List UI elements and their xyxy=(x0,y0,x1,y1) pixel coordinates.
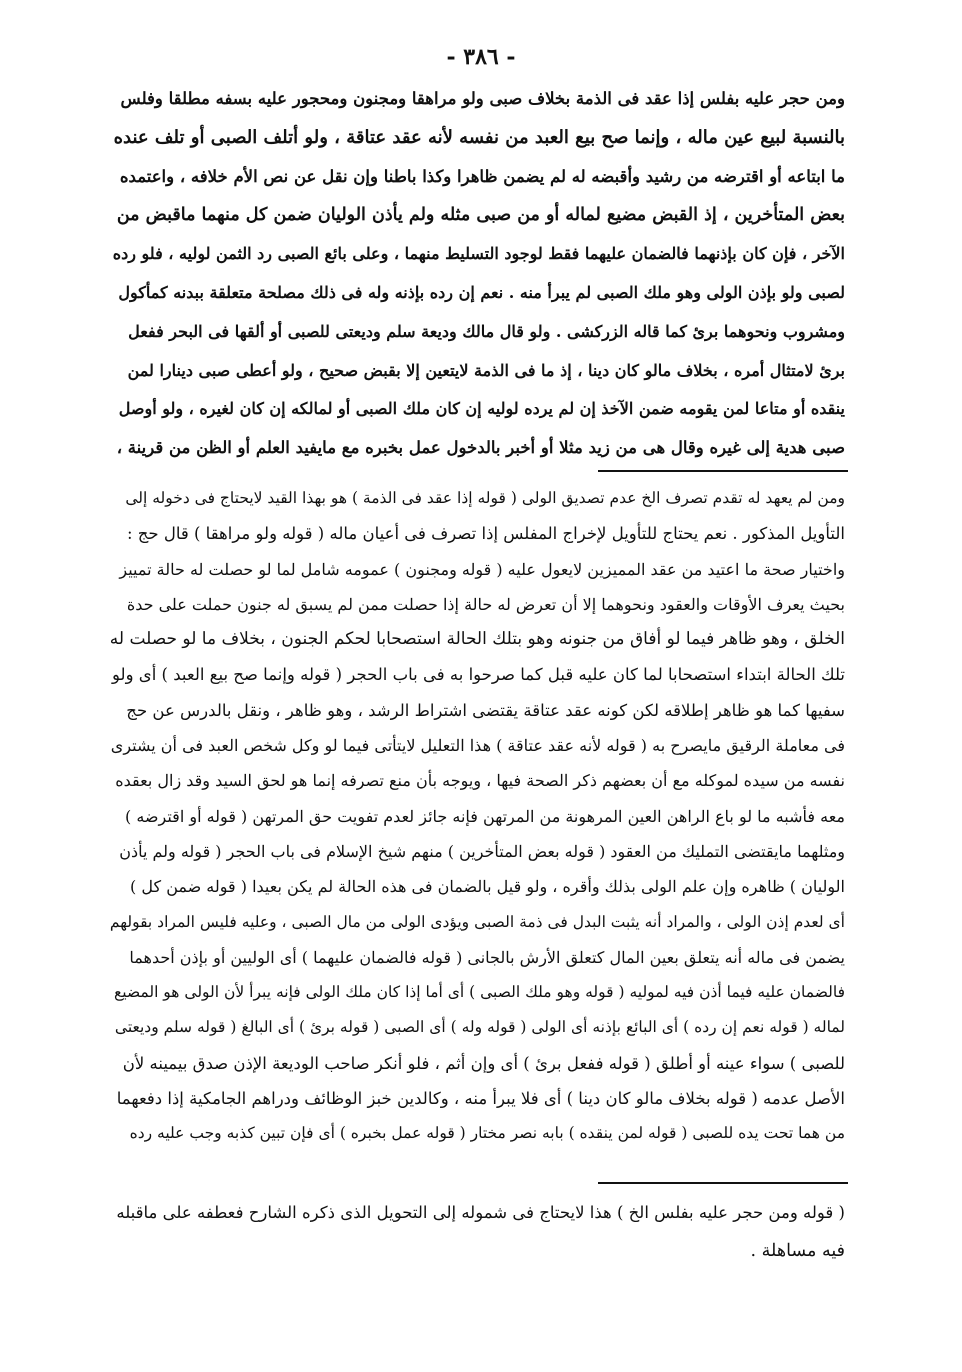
main-text-line: الآخر ، فإن كان بإذنهما فالضمان عليهما فقط لوجود التسليط منهما ، وعلى بائع الصبى رد الثمن لوليه ، فلو رده xyxy=(112,244,845,264)
note-line: واختيار صحة ما اعتيد من عقد المميزين لايعول عليه ( قوله ومجنون ) عمومه شامل لما لو حصلت له حالة تمييز xyxy=(119,559,845,579)
main-text-line: ينقده أو متاعا لمن يقومه ضمن الآخذ إن لم يرده لوليه إن كان ملك الصبى أو لمالكه إن كان لغيره ، ولو أوصل xyxy=(118,399,845,419)
note-line: للصبى ) سواء عينه أو أطلق ( قوله ففعل برئ ) أى وإن أثم ، فلو أنكر صاحب الوديعة الإذن صدق بيمينه لأن xyxy=(122,1053,845,1073)
note-line: معه فأشبه ما لو باع الراهن العين المرهونة من المرتهن فإنه جائز لعدم تفويت حق المرتهن ( قوله أو اقترضه ) xyxy=(125,806,845,826)
page-number: - ٣٨٦ - xyxy=(446,44,516,70)
note-line: ومن لم يعهد له تقدم تصرف الخ عدم تصديق الولى ( قوله إذا عقد فى الذمة ) هو بهذا القيد لايحتاج فى دخوله إلى xyxy=(125,489,845,507)
note-line: من هما تحت يده للصبى ( قوله لمن ينقده ) بابه نصر مختار ( قوله عمل بخبره ) أى فإن تبين كذبه وجب عليه رده xyxy=(129,1124,845,1143)
section-divider xyxy=(598,1182,848,1184)
main-text xyxy=(110,80,845,468)
note-line: فيه مساهلة . xyxy=(750,1241,845,1261)
note-line: أى لعدم إذن الولى ، والمراد أنه يثبت البدل فى ذمة الصبى ويؤدى الولى من مال الصبى ، وعليه فليس المراد بقولهم xyxy=(110,912,845,931)
note-line: ( قوله ومن حجر عليه بفلس الخ ) هذا لايحتاج فى شموله إلى التحويل الذى ذكره الشارح فعطفه على ماقبله xyxy=(116,1203,845,1222)
main-text-line: ومشروب ونحوهما برئ كما قاله الزركشى . ولو قال مالك وديعة سلم وديعتى للصبى أو ألقها فى البحر ففعل xyxy=(128,321,845,341)
main-text-line: صبى هدية إلى غيره وقال هى من زيد مثلا أو أخبر بالدخول عمل بخبره مع مايفيد العلم أو الظن من قرينة ، xyxy=(116,438,845,458)
main-text-line: ما ابتاعه أو اقترضه من رشيد وأقبضه له لم يضمن ظاهرا وكذا باطنا وإن نقل عن نص الأم خلافه ، واعتمده xyxy=(119,166,845,186)
main-text-line: برئ لامتثال أمره ، بخلاف مالو كان دينا ، إذ ما فى الذمة لايتعين إلا بقبض صحيح ، ولو أعطى صبى دينارا لمن xyxy=(127,360,845,380)
note-line: بحيث يعرف الأوقات والعقود ونحوهما إلا أن تعرض له حالة إذا حصلت ممن لم يسبق له جنون حملت على حدة xyxy=(126,594,845,614)
note-line: سفيها كما هو ظاهر إطلاقه لكن كونه عقد عتاقة يقتضى اشتراط الرشد ، وهو ظاهر ، ونقل بالدرس عن حج xyxy=(126,700,845,720)
section-divider xyxy=(598,470,848,472)
note-line: فى معاملة الرقيق مايصرح به ( قوله لأنه عقد عتاقة ) هذا التعليل لايتأتى فيما لو وكل شخص العبد فى أن يشترى xyxy=(110,736,845,756)
note-line: الوليان ) ظاهره وإن علم الولى بذلك وأقره ، ولو قيل بالضمان فى هذه الحالة لم يكن بعيدا ( قوله ضمن كل ) xyxy=(130,877,845,897)
commentary-notes xyxy=(110,481,845,1152)
main-text-line: ومن حجر عليه بفلس إذا عقد فى الذمة بخلاف صبى ولو مراهقا ومجنون ومحجور عليه بسفه مطلقا وفلس xyxy=(120,89,845,108)
note-line: تلك الحالة ابتداء استصحابا لما كان عليه قبل كما صرحوا به فى باب الحجر ( قوله وإنما صح بيع العبد ) أى ولو xyxy=(112,665,845,685)
main-text-line: بعض المتأخرين ، إذ القبض مضيع لماله أو من صبى مثله ولم يأذن الوليان ضمن كل منهما ماقبض من xyxy=(116,205,845,226)
note-line: الخلق ، وهو ظاهر فيما لو أفاق من جنونه وهو بتلك الحالة استصحابا لحكم الجنون ، بخلاف ما لو حصلت له xyxy=(110,629,845,650)
note-line: نفسه من سيده لموكله مع أن بعضهم ذكر الصحة فيها ، ويوجه بأن منع تصرفه إنما هو لحق السيد وقد زال بعقده xyxy=(115,771,845,791)
note-line: يضمن فى ماله أنه يتعلق بعين المال كتعلق الأرش بالجانى ( قوله فالضمان عليهما ) أى الوليين أو بإذن أحدهما xyxy=(129,947,845,967)
note-line: ومثلهما مايقتضى التمليك من العقود ( قوله بعض المتأخرين ) منهم شيخ الإسلام فى باب الحجر ( قوله ولم يأذن xyxy=(119,841,845,861)
main-text-line: لصبى ولو بإذن الولى وهو ملك الصبى لم يبرأ منه . نعم إن رده بإذنه وله فى ذلك مصلحة متعلقة ببدنه كمأكول xyxy=(118,282,845,302)
note-line: لماله ( قوله نعم إن رده ) أى البائع بإذنه أى الولى ( قوله وله ) أى الصبى ( قوله برئ ) أى البالغ ( قوله سلم وديعتى xyxy=(114,1018,845,1037)
note-line: فالضمان عليه فيما أذن فيه لموليه ( قوله وهو ملك الصبى ) أى أما إذا كان ملك الولى فإنه يبرأ لأن الولى هو المضيع xyxy=(114,983,845,1002)
marginal-notes xyxy=(110,1194,845,1270)
note-line: الأصل عدمه ( قوله بخلاف مالو كان دينا ) أى فلا يبرأ منه ، وكالدين خبز الوظائف ودراهم الجامكية إذا دفعهما xyxy=(116,1089,845,1109)
note-line: التأويل المذكور . نعم يحتاج للتأويل لإخراج المفلس إذا تصرف فى أعيان ماله ( قوله ولو مراهقا ) قال حج : xyxy=(126,524,845,544)
main-text-line: بالنسبة لبيع عين ماله ، وإنما صح بيع العبد من نفسه لأنه عقد عتاقة ، ولو أتلف الصبى أو تلف عنده xyxy=(113,126,845,148)
